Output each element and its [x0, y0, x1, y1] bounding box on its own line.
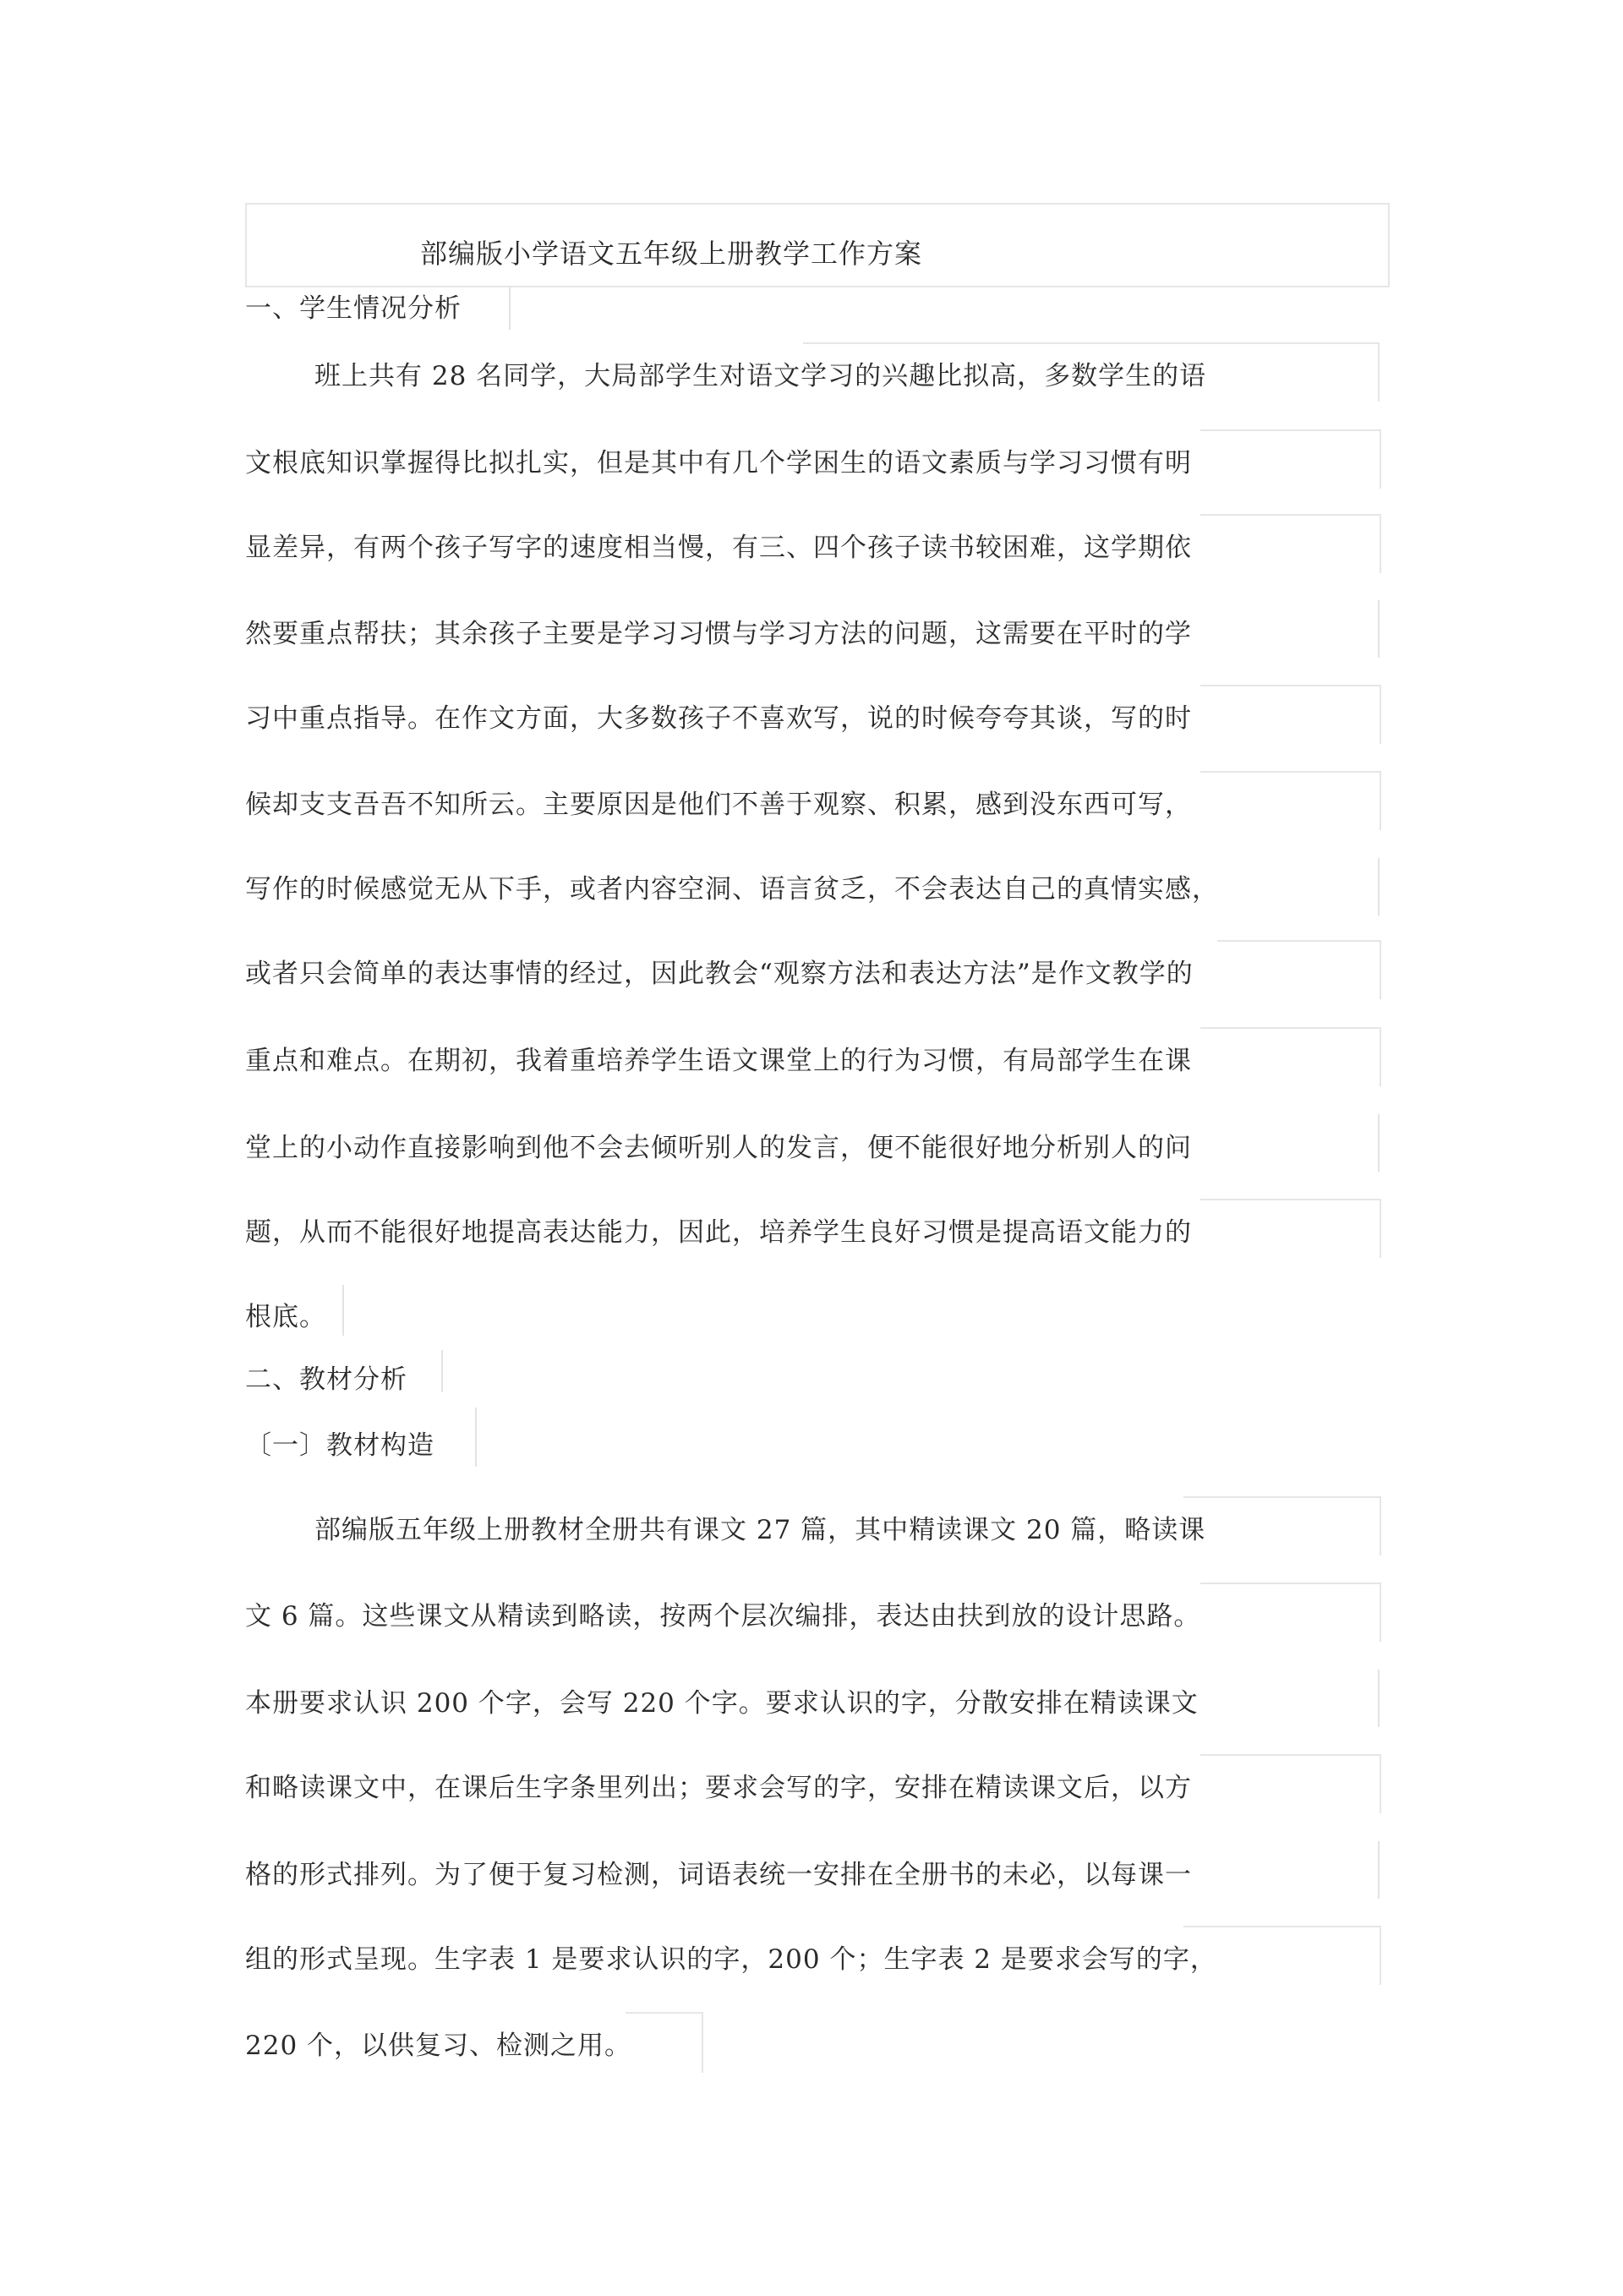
frame-segment — [1183, 1496, 1381, 1555]
paragraph-line: 组的形式呈现。生字表 1 是要求认识的字，200 个；生字表 2 是要求会写的字， — [245, 1944, 1217, 1975]
frame-line — [1378, 1841, 1380, 1899]
subsection-heading: 〔一〕教材构造 — [245, 1430, 434, 1461]
frame-line — [475, 1408, 477, 1467]
frame-line — [1378, 600, 1380, 658]
frame-line — [342, 1285, 344, 1336]
paragraph-line: 部编版五年级上册教材全册共有课文 27 篇，其中精读课文 20 篇，略读课 — [314, 1515, 1206, 1545]
frame-segment — [1200, 1027, 1381, 1086]
document-title: 部编版小学语文五年级上册教学工作方案 — [420, 238, 923, 270]
frame-line — [1378, 858, 1380, 916]
frame-segment — [1200, 685, 1381, 744]
paragraph-line: 和略读课文中，在课后生字条里列出；要求会写的字，安排在精读课文后，以方 — [245, 1773, 1192, 1803]
frame-segment — [1217, 940, 1381, 999]
section-heading: 二、教材分析 — [245, 1364, 407, 1395]
paragraph-line: 根底。 — [245, 1302, 326, 1332]
paragraph-line: 写作的时候感觉无从下手，或者内容空洞、语言贫乏，不会表达自己的真情实感， — [245, 874, 1219, 905]
paragraph-line: 候却支支吾吾不知所云。主要原因是他们不善于观察、积累，感到没东西可写， — [245, 790, 1192, 820]
paragraph-line: 本册要求认识 200 个字，会写 220 个字。要求认识的字，分散安排在精读课文 — [245, 1688, 1199, 1719]
frame-segment — [1200, 429, 1381, 489]
paragraph-line: 文 6 篇。这些课文从精读到略读，按两个层次编排，表达由扶到放的设计思路。 — [245, 1601, 1201, 1632]
paragraph-line: 格的形式排列。为了便于复习检测，词语表统一安排在全册书的未必，以每课一 — [245, 1860, 1192, 1890]
frame-line — [441, 1350, 443, 1392]
section-heading: 一、学生情况分析 — [245, 293, 462, 324]
paragraph-line: 文根底知识掌握得比拟扎实，但是其中有几个学困生的语文素质与学习习惯有明 — [245, 448, 1192, 478]
frame-line — [1378, 1114, 1380, 1172]
frame-segment — [626, 2012, 703, 2073]
paragraph-line: 班上共有 28 名同学，大局部学生对语文学习的兴趣比拟高，多数学生的语 — [314, 361, 1207, 391]
frame-segment — [1200, 514, 1381, 573]
frame-segment — [1200, 1199, 1381, 1258]
paragraph-line: 习中重点指导。在作文方面，大多数孩子不喜欢写，说的时候夸夸其谈，写的时 — [245, 703, 1192, 734]
frame-line — [1378, 1670, 1380, 1727]
paragraph-line: 或者只会简单的表达事情的经过，因此教会“观察方法和表达方法”是作文教学的 — [245, 959, 1194, 989]
frame-segment — [1200, 1583, 1381, 1642]
paragraph-line: 重点和难点。在期初，我着重培养学生语文课堂上的行为习惯，有局部学生在课 — [245, 1046, 1192, 1076]
frame-segment — [1200, 1754, 1381, 1813]
paragraph-line: 题，从而不能很好地提高表达能力，因此，培养学生良好习惯是提高语文能力的 — [245, 1217, 1192, 1248]
paragraph-line: 堂上的小动作直接影响到他不会去倾听别人的发言，便不能很好地分析别人的问 — [245, 1133, 1192, 1163]
paragraph-line: 显差异，有两个孩子写字的速度相当慢，有三、四个孩子读书较困难，这学期依 — [245, 533, 1192, 563]
frame-segment — [1200, 771, 1381, 830]
paragraph-line: 220 个，以供复习、检测之用。 — [245, 2031, 632, 2061]
frame-line — [509, 287, 511, 330]
paragraph-line: 然要重点帮扶；其余孩子主要是学习习惯与学习方法的问题，这需要在平时的学 — [245, 619, 1192, 649]
